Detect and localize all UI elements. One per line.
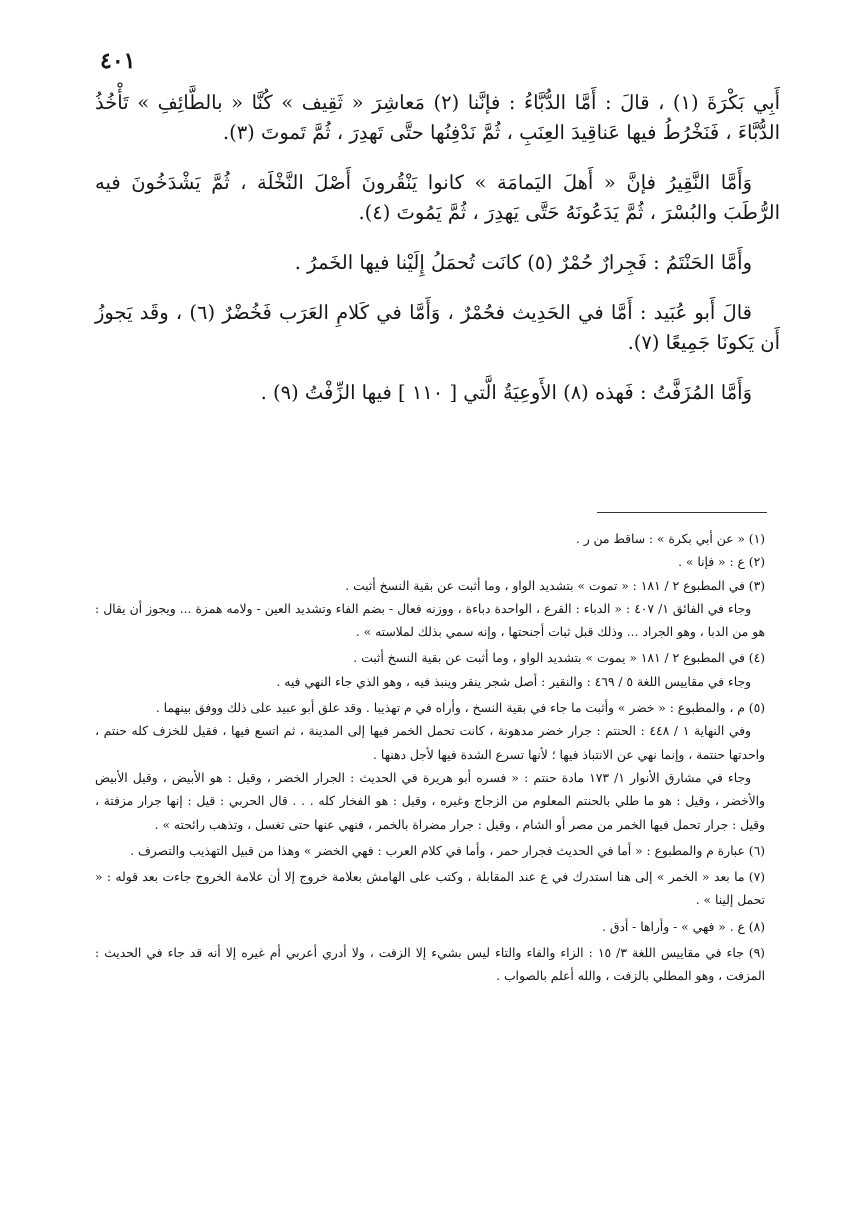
footnote-continuation: وجاء في مشارق الأنوار ١/ ١٧٣ مادة حنتم : « فسره أبو هريرة في الحديث : الجرار الخضر ، وقيل : هو الأبيض ، وقيل الأبيض والأخضر ، وقيل : هو ما طلي بالحنتم المعلوم من الزجاج وغيره ، وقيل : هو الفخار كله . . . قال الحربي : قيل : إنها جرار مزفتة ، وقيل : جرار تحمل فيها الخمر من مصر أو الشام ، وقيل : جرار مضراة بالخمر ، فنهي عنها حتى تغسل ، وتذهب رائحته » . [95,770,765,832]
footnote: (٩) جاء في مقاييس اللغة ٣/ ١٥ : الزاء والفاء والتاء ليس بشيء إلا الزفت ، ولا أدري أعربي أم غيره إلا أنه قد جاء في الحديث : المزفت ، وهو المطلي بالزفت ، والله أعلم بالصواب . [95,946,765,984]
footnote: (٥) م ، والمطبوع : « خضر » وأثبت ما جاء في بقية النسخ ، وأراه في م تهذيبا . وقد علق أبو عبيد على ذلك ووفق بينهما . [155,701,765,716]
footnote: (٢) ع : « فإنا » . [678,555,765,570]
main-paragraph: وَأَمَّا النَّقِيرُ فإنَّ « أَهلَ اليَمامَة » كانوا يَنْقُرونَ أَصْلَ النَّخْلَة ، ثُمَّ يَشْدَخُونَ فيه الرُّطَبَ والبُسْرَ ، ثُمَّ يَدَعُونَهُ حَتَّى يَهدِرَ ، ثُمَّ يَمُوتَ (٤). [95,171,780,224]
page-number: ٤٠١ [100,48,136,74]
main-paragraph: قالَ أَبو عُبَيد : أَمَّا في الحَدِيث فحُمْرٌ ، وَأَمَّا في كَلامِ العَرَب فَخُضْرٌ (٦) ، وقَد يَجوزُ أَن يَكونَا جَمِيعًا (٧). [95,301,780,354]
footnote: (٨) ع . « فهي » - وأراها - أدق . [602,919,765,934]
footnote-continuation: وجاء في مقاييس اللغة ٥ / ٤٦٩ : والنقير : أصل شجر ينقر وينبذ فيه ، وهو الذي جاء النهي فيه . [276,674,751,689]
footnote: (٧) ما بعد « الخمر » إلى هنا استدرك في ع عند المقابلة ، وكتب على الهامش بعلامة خروج إلا أن علامة الخروج جاءت بعد قوله : « تحمل إلينا » . [95,870,765,908]
main-paragraph: وَأَمَّا المُزَفَّتُ : فَهذه (٨) الأَوعِيَةُ الَّتي [ ١١٠ ] فيها الزِّفْتُ (٩) . [260,381,752,404]
footnote-continuation: وفي النهاية ١ / ٤٤٨ : الحنتم : جرار خضر مدهونة ، كانت تحمل الخمر فيها إلى المدينة ، ثم اتسع فيها ، فقيل للخزف كله حنتم ، واحدتها حنتمة ، وإنما نهي عن الانتباذ فيها ؛ لأنها تسرع الشدة فيها لأجل دهنها . [95,724,765,762]
main-paragraph: أَبِي بَكْرَةَ (١) ، قالَ : أَمَّا الدُّبَّاءُ : فإنَّنا (٢) مَعاشِرَ « ثَقِيف » كُنَّا « بالطَّائِفِ » تَأْخُذُ الدُّبَّاءَ ، فَنَخْرُطُ فيها عَناقِيدَ العِنَبِ ، ثُمَّ نَدْفِنُها حتَّى تَهدِرَ ، ثُمَّ تَموتَ (٣). [95,91,781,144]
footnote-continuation: وجاء في الفائق ١/ ٤٠٧ : « الدباء : القرع ، الواحدة دباءة ، ووزنه فعال - بضم الفاء وتشديد العين - ولامه همزة ... ويجوز أن يقال : هو من الدبا ، وهو الجراد ... وذلك قبل ثبات أجنحتها ، وإنه سمي بذلك لملاسته » . [95,601,765,640]
footnote: (١) « عن أبي بكرة » : ساقط من ر . [575,532,765,546]
footnote: (٦) عبارة م والمطبوع : « أما في الحديث فجرار حمر ، وأما في كلام العرب : فهي الخضر » وهذا من قبيل التهذيب والتصرف . [130,843,765,858]
footnotes [95,528,765,989]
main-text [95,88,780,428]
footnote: (٤) في المطبوع ٢ / ١٨١ « يموت » بتشديد الواو ، وما أثبت عن بقية النسخ أثبت . [353,651,765,666]
footnote-separator [597,512,767,513]
main-paragraph: وأَمَّا الحَنْتَمُ : فَجِرارٌ حُمْرٌ (٥) كانَت تُحمَلُ إِلَيْنا فيها الخَمرُ . [294,251,752,274]
footnote: (٣) في المطبوع ٢ / ١٨١ : « تموت » بتشديد الواو ، وما أثبت عن بقية النسخ أثبت . [345,578,765,593]
